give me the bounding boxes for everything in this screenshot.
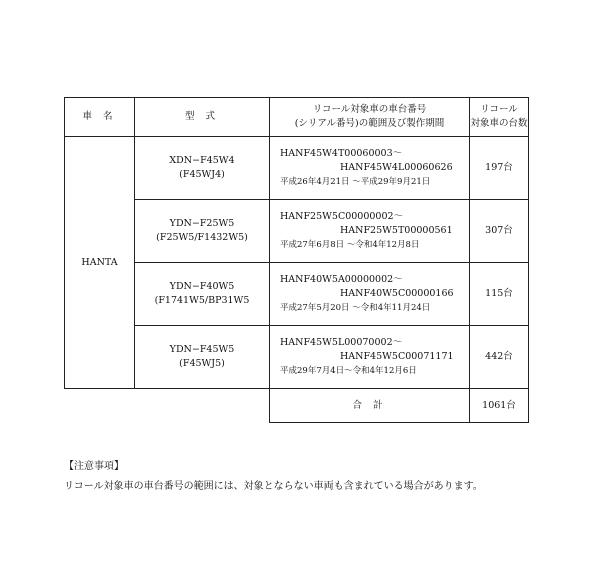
count-cell: 197台: [470, 137, 529, 200]
vehicle-name-cell: HANTA: [65, 137, 135, 389]
count-cell: 442台: [470, 326, 529, 389]
serial-range-cell: [270, 263, 470, 326]
serial-from: HANF45W5L00070002〜: [280, 337, 403, 348]
production-period: 平成27年6月8日 〜令和4年12月8日: [280, 240, 420, 250]
model-sub-code: (F1741W5/BP31W5: [154, 295, 250, 306]
serial-range-cell: [270, 326, 470, 389]
total-label-cell: [270, 389, 470, 423]
total-count-cell: 1061台: [470, 389, 529, 423]
production-period: 平成26年4月21日 〜平成29年9月21日: [280, 177, 431, 187]
serial-to: HANF45W4L00060626: [340, 162, 453, 173]
header-count: [470, 98, 529, 137]
header-model: 型 式: [135, 98, 270, 137]
table-row: [65, 137, 529, 200]
table-row: [65, 326, 529, 389]
table-header-row: [65, 98, 529, 137]
total-blank-cell: [65, 389, 135, 423]
header-count-line2: 対象車の台数: [470, 118, 528, 129]
serial-to: HANF25W5T00000561: [340, 225, 453, 236]
model-cell: [135, 326, 270, 389]
header-count-line1: リコール: [480, 104, 518, 115]
model-code: YDN−F45W5: [169, 344, 235, 355]
table-row: [65, 200, 529, 263]
header-vehicle-name: 車 名: [65, 98, 135, 137]
model-cell: [135, 200, 270, 263]
model-sub-code: (F45WJ4): [179, 169, 225, 180]
notes-heading: 【注意事項】: [64, 461, 124, 472]
production-period: 平成27年5月20日 〜令和4年11月24日: [280, 303, 431, 313]
serial-range-cell: [270, 200, 470, 263]
total-blank-cell: [135, 389, 270, 423]
table-row: [65, 263, 529, 326]
serial-to: HANF45W5C00071171: [340, 351, 454, 362]
model-sub-code: (F45WJ5): [179, 358, 225, 369]
model-code: XDN−F45W4: [169, 155, 235, 166]
count-cell: 115台: [470, 263, 529, 326]
serial-to: HANF40W5C00000166: [340, 288, 454, 299]
serial-from: HANF25W5C00000002〜: [280, 211, 404, 222]
model-cell: [135, 263, 270, 326]
notes-text: リコール対象車の車台番号の範囲には、対象とならない車両も含まれている場合があります。: [64, 481, 483, 492]
model-code: YDN−F25W5: [169, 218, 235, 229]
recall-table: [64, 97, 529, 423]
header-serial-range: [270, 98, 470, 137]
count-cell: 307台: [470, 200, 529, 263]
header-serial-range-line2: (シリアル番号)の範囲及び製作期間: [294, 118, 445, 129]
model-sub-code: (F25W5/F1432W5): [156, 232, 248, 243]
model-code: YDN−F40W5: [169, 281, 235, 292]
notes-section: [64, 457, 483, 497]
serial-from: HANF40W5A00000002〜: [280, 274, 403, 285]
total-row: [65, 389, 529, 423]
serial-range-cell: [270, 137, 470, 200]
production-period: 平成29年7月4日〜令和4年12月6日: [280, 366, 417, 376]
header-serial-range-line1: リコール対象車の車台番号: [312, 104, 427, 115]
serial-from: HANF45W4T00060003〜: [280, 148, 403, 159]
model-cell: [135, 137, 270, 200]
total-label: 合 計: [352, 399, 387, 411]
